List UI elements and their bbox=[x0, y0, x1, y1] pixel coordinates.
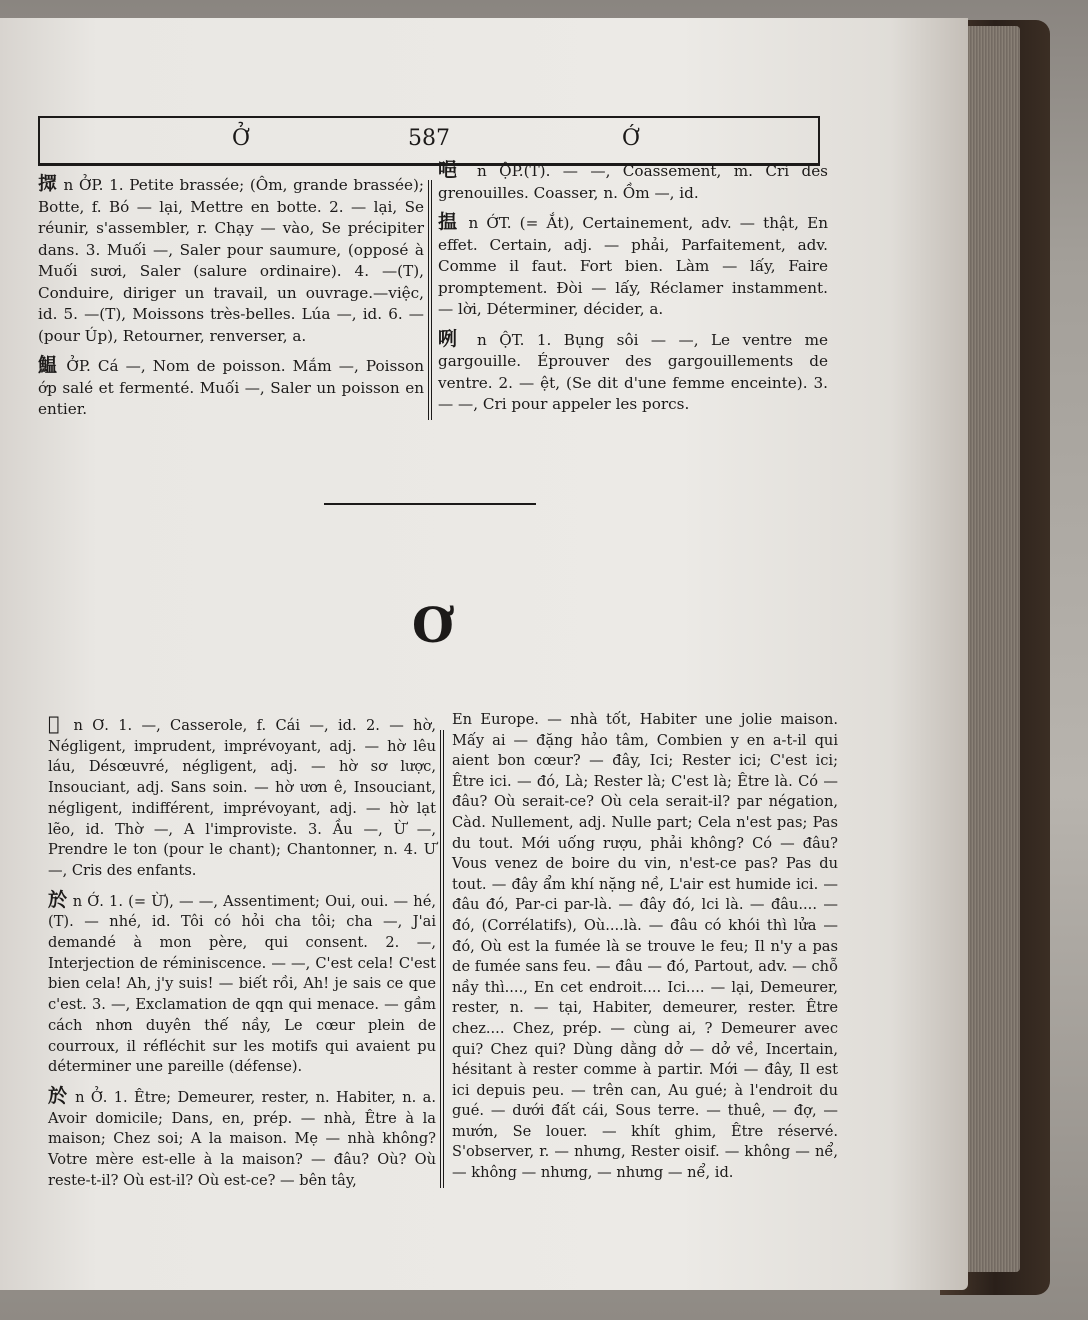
dictionary-page bbox=[0, 18, 968, 1290]
entry bbox=[38, 174, 424, 347]
header-guide-left: Ở bbox=[232, 126, 251, 151]
entry-character: 揾 bbox=[438, 211, 461, 233]
entry bbox=[48, 714, 436, 882]
running-header bbox=[38, 116, 820, 166]
entry-text: n Ơ. 1. —, Casserole, f. Cái —, id. 2. — hờ, Négligent, imprudent, imprévoyant, adj. — hờ lêu láu, Désœuvré, négligent, adj. — hờ sơ lược, Insouciant, adj. Sans soin. — hờ ươn ê, Insouciant, négligent, indifférent, imprévoyant, adj. — hờ lạt lẽo, id. Thờ —, A l'improviste. 3. Ầu —, Ừ —, Prendre le ton (pour le chant); Chantonner, n. 4. Ư —, Cris des enfants. bbox=[48, 717, 437, 879]
entry-text: n ỚT. (= Ắt), Certainement, adv. — thật, En effet. Certain, adj. — phải, Parfaitement, adv. Comme il faut. Fort bien. Làm — lấy, Faire promptement. Đòi — lấy, Réclamer instamment. — lời, Déterminer, décider, a. bbox=[438, 214, 828, 318]
column-bottom-right bbox=[452, 710, 838, 1186]
entry bbox=[438, 160, 828, 204]
column-divider bbox=[428, 180, 432, 420]
entry-character: 於 bbox=[48, 888, 68, 911]
entry-character: 唈 bbox=[438, 159, 465, 181]
entry-text: n ỞP. 1. Petite brassée; (Ôm, grande brassée); Botte, f. Bó — lại, Mettre en botte. 2. — lại, Se réunir, s'assembler, r. Chạy — vào, Se précipiter dans. 3. Muối —, Saler pour saumure, (opposé à Muối sươi, Saler (salure ordinaire). 4. —(T), Conduire, diriger un travail, un ouvrage.—việc, id. 5. —(T), Moissons très-belles. Lúa —, id. 6. —(pour Úp), Retourner, renverser, a. bbox=[38, 176, 424, 345]
page-number: 587 bbox=[408, 126, 450, 151]
entry-text: n Ở. 1. Être; Demeurer, rester, n. Habiter, n. a. Avoir domicile; Dans, en, prép. — nhà, Être à la maison; Chez soi; A la maison. Mẹ — nhà không? Votre mère est-elle à la maison? — đâu? Où? Où reste-t-il? Où est-il? Où est-ce? — bên tây, bbox=[48, 1088, 436, 1189]
entry-text: n Ớ. 1. (= Ừ), — —, Assentiment; Oui, oui. — hé, (T). — nhé, id. Tôi có hỏi cha tôi; cha —, J'ai demandé à mon père, qui consent. 2. —, Interjection de réminiscence. — —, C'est cela! C'est bien cela! Ah, j'y suis! — biết rồi, Ah! je sais ce que c'est. 3. —, Exclamation de qqn qui menace. — gầm cách nhơn duyên thế nầy, Le cœur plein de courroux, il réfléchit sur les motifs qui avaient pu déterminer une pareille (défense). bbox=[48, 892, 436, 1076]
header-guide-right: Ớ bbox=[622, 126, 641, 151]
entry-character: 咧 bbox=[438, 327, 465, 350]
entry-character: 於 bbox=[48, 1084, 69, 1107]
entry-continuation: En Europe. — nhà tốt, Habiter une jolie maison. Mấy ai — đặng hảo tâm, Combien y en a-t-il qui aient bon cœur? — đây, Ici; Rester ici; C'est ici; Être ici. — đó, Là; Rester là; C'est là; Être là. Có — đâu? Où serait-ce? Où cela serait-il? par négation, Càd. Nullement, adj. Nulle part; Cela n'est pas; Pas du tout. Mới uống rượu, phải không? Có — đâu? Vous venez de boire du vin, n'est-ce pas? Pas du tout. — đây ẩm khí nặng nề, L'air est humide ici. — đâu đó, Par-ci par-là. — đây đó, lci là. — đâu.... — đó, (Corrélatifs), Où....là. — đâu có khói thì lửa — đó, Où est la fumée là se trouve le feu; Il n'y a pas de fumée sans feu. — đâu — đó, Partout, adv. — chỗ nầy thì...., En cet endroit.... Ici.... — lại, Demeurer, rester, n. — tại, Habiter, demeurer, rester. Être chez.... Chez, prép. — cùng ai, ? Demeurer avec qui? Chez qui? Dùng dằng dở — dở về, Incertain, hésitant à rester comme à partir. Mới — đây, Il est ici depuis peu. — trên can, Au gué; à l'endroit du gué. — dưới đất cái, Sous terre. — thuê, — đợ, — mướn, Se louer. — khít ghim, Être réservé. S'observer, r. — nhưng, Rester oisif. — không — nể, — không — nhưng, — nhưng — nể, id. bbox=[452, 711, 838, 1182]
entry-character: 𢶢 bbox=[38, 173, 58, 195]
entry-text: n ỘP.(T). — —, Coassement, m. Cri des grenouilles. Coasser, n. Ồm —, id. bbox=[438, 162, 828, 202]
column-top-right bbox=[438, 160, 828, 418]
entry bbox=[438, 212, 828, 321]
entry-text: n ỘT. 1. Bụng sôi — —, Le ventre me gargouille. Éprouver des gargouillements de ventre. 2. — ệt, (Se dit d'une femme enceinte). 3. — —, Cri pour appeler les porcs. bbox=[438, 330, 828, 413]
entry-text: ỞP. Cá —, Nom de poisson. Mắm —, Poisson ớp salé et fermenté. Muối —, Saler un poisson en entier. bbox=[38, 357, 425, 418]
entry-character: 鰛 bbox=[38, 354, 60, 376]
column-divider bbox=[440, 730, 444, 1188]
entry bbox=[48, 890, 436, 1078]
entry bbox=[48, 1086, 436, 1192]
section-letter: Ơ bbox=[412, 598, 454, 654]
entry bbox=[38, 355, 424, 421]
section-rule bbox=[324, 503, 536, 505]
column-bottom-left bbox=[48, 714, 436, 1193]
column-top-left bbox=[38, 174, 424, 423]
entry-character: 𡊲 bbox=[48, 713, 65, 735]
entry bbox=[438, 329, 828, 416]
